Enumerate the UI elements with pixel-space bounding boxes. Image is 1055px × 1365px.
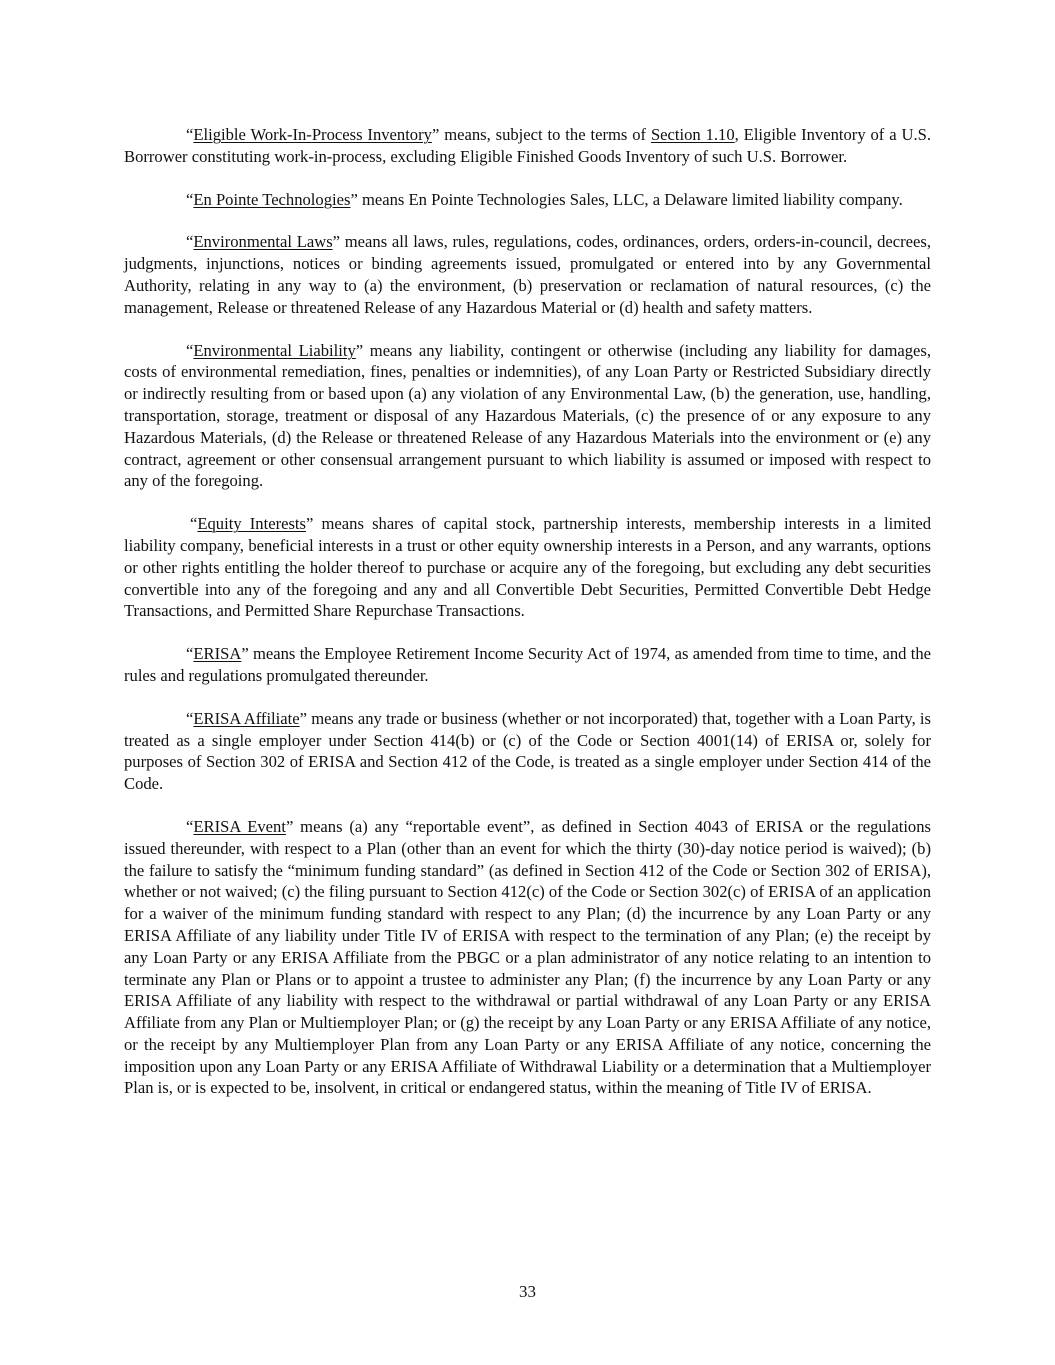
open-quote: “	[186, 232, 194, 252]
definition-equity-interests	[124, 513, 931, 622]
defined-term: Equity Interests	[197, 514, 306, 534]
definition-text: ” means all laws, rules, regulations, codes, ordinances, orders, orders-in-council, decrees, judgments, injunctions, notices or binding agreements issued, promulgated or entered into by any Governmental Authority, relating in any way to (a) the environment, (b) preservation or reclamation of natural resources, (c) the management, Release or threatened Release of any Hazardous Material or (d) health and safety matters.	[124, 232, 931, 317]
definition-text: ” means any liability, contingent or otherwise (including any liability for damages, costs of environmental remediation, fines, penalties or indemnities), of any Loan Party or Restricted Subsidiary directly or indirectly resulting from or based upon (a) any violation of any Environmental Law, (b) the generation, use, handling, transportation, storage, treatment or disposal of any Hazardous Materials, (c) the presence of or any exposure to any Hazardous Materials, (d) the Release or threatened Release of any Hazardous Materials into the environment or (e) any contract, agreement or other consensual arrangement pursuant to which liability is assumed or imposed with respect to any of the foregoing.	[124, 340, 931, 491]
definition-text: ” means the Employee Retirement Income Security Act of 1974, as amended from time to time, and the rules and regulations promulgated thereunder.	[124, 644, 931, 685]
definition-en-pointe-technologies	[124, 189, 931, 211]
definition-text: ” means any trade or business (whether or not incorporated) that, together with a Loan Party, is treated as a single employer under Section 414(b) or (c) of the Code or Section 4001(14) of ERISA or, solely for purposes of Section 302 of ERISA and Section 412 of the Code, is treated as a single employer under Section 414 of the Code.	[124, 708, 932, 794]
defined-term: Environmental Laws	[193, 232, 333, 252]
page-number: 33	[519, 1282, 536, 1301]
open-quote: “	[186, 189, 194, 209]
open-quote: “	[186, 340, 194, 360]
document-page	[124, 124, 931, 1120]
open-quote: “	[186, 644, 194, 664]
defined-term: En Pointe Technologies	[193, 189, 351, 209]
definition-text: ” means (a) any “reportable event”, as defined in Section 4043 of ERISA or the regulations issued thereunder, with respect to a Plan (other than an event for which the thirty (30)-day notice period is waived); (b) the failure to satisfy the “minimum funding standard” (as defined in Section 412 of the Code or Section 302 of ERISA), whether or not waived; (c) the filing pursuant to Section 412(c) of the Code or Section 302(c) of ERISA of an application for a waiver of the minimum funding standard with respect to any Plan; (d) the incurrence by any Loan Party or any ERISA Affiliate of any liability under Title IV of ERISA with respect to the termination of any Plan; (e) the receipt by any Loan Party or any ERISA Affiliate from the PBGC or a plan administrator of any notice relating to an intention to terminate any Plan or Plans or to appoint a trustee to administer any Plan; (f) the incurrence by any Loan Party or any ERISA Affiliate of any liability with respect to the withdrawal or partial withdrawal of any Loan Party or any ERISA Affiliate from any Plan or Multiemployer Plan; or (g) the receipt by any Loan Party or any ERISA Affiliate of any notice, or the receipt by any Multiemployer Plan from any Loan Party or any ERISA Affiliate of any notice, concerning the imposition upon any Loan Party or any ERISA Affiliate of Withdrawal Liability or a determination that a Multiemployer Plan is, or is expected to be, insolvent, in critical or endangered status, within the meaning of Title IV of ERISA.	[124, 816, 931, 1098]
definition-erisa-affiliate	[124, 708, 931, 795]
definition-environmental-laws	[124, 231, 931, 318]
definition-eligible-work-in-process-inventory	[124, 124, 931, 168]
definition-text: , Eligible Inventory of a U.S. Borrower constituting work-in-process, excluding Eligible Finished Goods Inventory of such U.S. Borrower.	[124, 125, 931, 166]
defined-term: ERISA Affiliate	[193, 708, 300, 728]
open-quote: “	[186, 125, 194, 144]
open-quote: “	[190, 514, 198, 534]
definition-text: ” means shares of capital stock, partnership interests, membership interests in a limited liability company, beneficial interests in a trust or other equity ownership interests in a Person, and any warrants, options or other rights entitling the holder thereof to purchase or acquire any of the foregoing, but excluding any debt securities convertible into any of the foregoing and any and all Convertible Debt Securities, Permitted Convertible Debt Hedge Transactions, and Permitted Share Repurchase Transactions.	[124, 514, 931, 621]
definition-environmental-liability	[124, 340, 931, 493]
definition-erisa	[124, 643, 931, 687]
section-cross-reference: Section 1.10	[650, 125, 735, 144]
defined-term: ERISA Event	[193, 816, 286, 836]
defined-term: Eligible Work-In-Process Inventory	[193, 125, 432, 144]
defined-term: Environmental Liability	[193, 340, 356, 360]
definition-erisa-event	[124, 816, 931, 1099]
open-quote: “	[186, 816, 194, 836]
defined-term: ERISA	[193, 644, 242, 664]
definition-text: ” means, subject to the terms of	[431, 125, 651, 144]
open-quote: “	[186, 708, 194, 728]
definition-text: ” means En Pointe Technologies Sales, LLC, a Delaware limited liability company.	[350, 189, 903, 209]
